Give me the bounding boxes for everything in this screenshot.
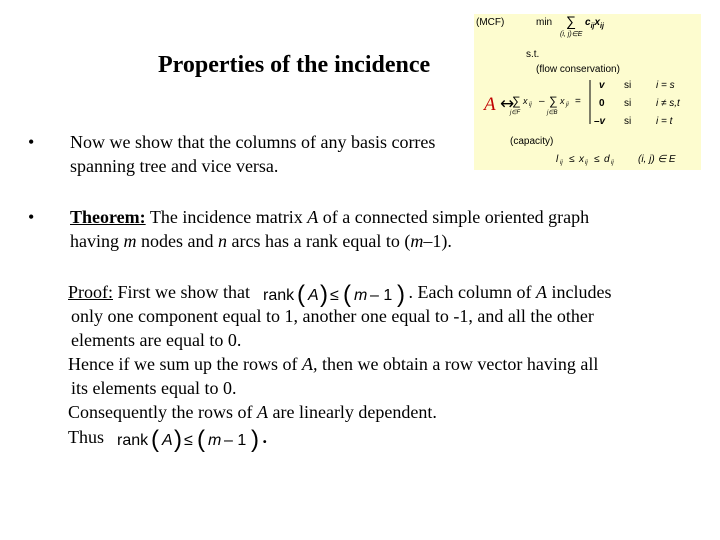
bullet-1-line-1: Now we show that the columns of any basis corres	[70, 132, 436, 152]
proof-line-4: Hence if we sum up the rows of A, then we obtain a row vector having all	[68, 354, 599, 374]
svg-text:j∈F: j∈F	[510, 110, 521, 116]
flow-equation	[508, 78, 628, 126]
svg-text:x: x	[560, 96, 565, 106]
svg-text:∑: ∑	[512, 94, 521, 108]
proof-label: Proof:	[68, 282, 113, 303]
bullet-symbol: •	[28, 207, 35, 227]
svg-text:≤: ≤	[569, 154, 575, 165]
objective-term: $c_{ij}x_{ij}$	[585, 17, 604, 30]
capacity-domain: (i, j) ∈ E	[638, 154, 676, 165]
svg-text:rank: rank	[116, 432, 148, 449]
st-label: s.t.	[526, 49, 540, 60]
svg-text:m: m	[207, 432, 221, 449]
svg-text:– 1: – 1	[223, 432, 246, 449]
svg-text:≤: ≤	[183, 432, 193, 449]
svg-text:– 1: – 1	[369, 287, 392, 304]
svg-text:(: (	[150, 426, 159, 453]
sum-symbol: ∑	[566, 13, 576, 29]
svg-text:–: –	[539, 96, 545, 107]
slide-title: Properties of the incidence	[158, 52, 431, 78]
si-3: si	[624, 116, 632, 127]
min-label: min	[536, 17, 553, 28]
left-right-arrow-icon: ↔	[500, 94, 515, 114]
rhs-neg-v: –v	[594, 116, 606, 127]
svg-text:A: A	[161, 432, 173, 449]
capacity-label: (capacity)	[510, 136, 554, 147]
bullet-1	[28, 130, 690, 178]
theorem-line-1: Theorem: The incidence matrix A of a connected simple oriented graph	[70, 207, 590, 227]
svg-text:rank: rank	[262, 287, 294, 304]
svg-text:ij: ij	[560, 160, 563, 166]
theorem-label: Theorem:	[70, 207, 146, 227]
si-1: si	[624, 80, 632, 91]
svg-text:): )	[396, 281, 405, 308]
svg-text:d: d	[604, 154, 610, 165]
rhs-v: v	[599, 80, 605, 91]
svg-text:ji: ji	[566, 102, 569, 108]
bullet-symbol: •	[28, 132, 35, 152]
svg-text:ij: ij	[529, 102, 532, 108]
rhs-zero: 0	[599, 98, 605, 109]
svg-text:): )	[319, 281, 328, 308]
sum-index: (i, j)∈E	[560, 31, 583, 38]
bullet-theorem	[28, 205, 690, 253]
proof-line-1: Proof: First we show that rank ( A ) ≤ ( m – 1 ) . Each column of A includes	[68, 281, 612, 308]
theorem-line-2: having m nodes and n arcs has a rank equal to (m–1).	[70, 231, 452, 251]
svg-text:j∈B: j∈B	[547, 110, 558, 116]
cond-3: i = t	[656, 116, 673, 127]
svg-text:∑: ∑	[549, 94, 558, 108]
svg-text:ij: ij	[585, 160, 588, 166]
proof-line-2: only one component equal to 1, another one equal to -1, and all the other	[71, 306, 594, 326]
cond-2: i ≠ s,t	[656, 98, 680, 109]
svg-text:(: (	[342, 281, 351, 308]
svg-text:≤: ≤	[594, 154, 600, 165]
svg-text:m: m	[353, 287, 367, 304]
bullet-1-line-2: spanning tree and vice versa.	[70, 156, 279, 176]
proof-line-7: Thus rank ( A ) ≤ ( m – 1 ) .	[68, 426, 267, 453]
svg-text:≤: ≤	[329, 287, 339, 304]
svg-text:ij: ij	[611, 160, 614, 166]
svg-text:=: =	[575, 96, 581, 107]
proof-line-5: its elements equal to 0.	[71, 378, 237, 398]
proof-line-6: Consequently the rows of A are linearly dependent.	[68, 402, 437, 422]
svg-text:x: x	[523, 96, 528, 106]
svg-text:A: A	[307, 287, 319, 304]
svg-text:(: (	[296, 281, 305, 308]
matrix-a-glyph: A	[484, 94, 496, 115]
svg-text:): )	[173, 426, 182, 453]
cond-1: i = s	[656, 80, 675, 91]
rank-formula-2	[111, 425, 261, 453]
flow-conservation-label: (flow conservation)	[536, 64, 620, 75]
svg-text:): )	[250, 426, 259, 453]
svg-text:x: x	[579, 154, 584, 165]
mcf-label: (MCF)	[476, 17, 505, 28]
svg-text:(: (	[196, 426, 205, 453]
si-2: si	[624, 98, 632, 109]
svg-text:l: l	[556, 154, 559, 165]
proof-line-3: elements are equal to 0.	[71, 330, 242, 350]
